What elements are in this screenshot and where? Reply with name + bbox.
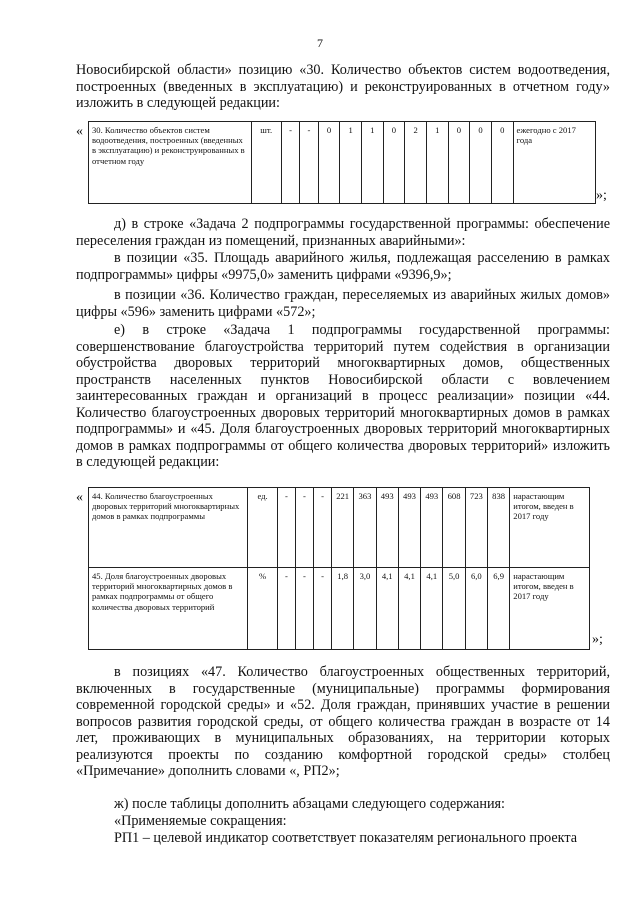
value-cell: 493 <box>376 488 398 568</box>
value-cell: 1 <box>361 122 383 204</box>
value-cell: 4,1 <box>398 568 420 650</box>
value-cell: 723 <box>465 488 487 568</box>
value-cell: 4,1 <box>376 568 398 650</box>
value-cell: 0 <box>491 122 513 204</box>
opening-quote-1: « <box>76 124 83 139</box>
note-cell: нарастающим итогом, введен в 2017 году <box>510 488 590 568</box>
value-cell: 1 <box>340 122 362 204</box>
indicator-name: 44. Количество благоустроенных дворовых территорий многоквартирных домов в рамках подпрограммы <box>89 488 248 568</box>
value-cell: - <box>281 122 299 204</box>
paragraph-e: е) в строке «Задача 1 подпрограммы государственной программы: совершенствование благоустройства территорий путем содействия в организации обустройства дворовых территорий многоквартирных домов, общественных пространств населенных пунктов Новосибирской области с вовлечением заинтересованных граждан и организаций в процесс реализации» позиции «44. Количество благоустроенных дворовых территорий многоквартирных домов в рамках подпрограммы» и «45. Доля благоустроенных дворовых территорий многоквартирных домов в рамках подпрограммы от общего количества дворовых территорий» изложить в следующей редакции: <box>76 322 610 470</box>
paragraph-intro: Новосибирской области» позицию «30. Количество объектов систем водоотведения, построенных (введенных в эксплуатацию) и реконструированных в отчетном году» изложить в следующей редакции: <box>76 62 610 111</box>
value-cell: - <box>313 488 331 568</box>
table-row <box>89 488 590 568</box>
value-cell: 493 <box>421 488 443 568</box>
paragraph-position-35: в позиции «35. Площадь аварийного жилья, подлежащая расселению в рамках подпрограммы» цифры «9975,0» заменить цифрами «9396,9»; <box>76 250 610 283</box>
value-cell: 493 <box>398 488 420 568</box>
indicator-table-44-45 <box>88 487 590 650</box>
value-cell: - <box>300 122 318 204</box>
value-cell: 4,1 <box>421 568 443 650</box>
value-cell: 0 <box>383 122 405 204</box>
closing-quote-2: »; <box>592 632 603 647</box>
value-cell: - <box>295 568 313 650</box>
paragraph-d: д) в строке «Задача 2 подпрограммы государственной программы: обеспечение переселения граждан из помещений, признанных аварийными»: <box>76 216 610 249</box>
value-cell: 3,0 <box>354 568 376 650</box>
paragraph-position-36: в позиции «36. Количество граждан, переселяемых из аварийных жилых домов» цифры «596» заменить цифрами «572»; <box>76 287 610 320</box>
value-cell: 5,0 <box>443 568 465 650</box>
value-cell: - <box>277 488 295 568</box>
value-cell: 363 <box>354 488 376 568</box>
paragraph-zh: ж) после таблицы дополнить абзацами следующего содержания: <box>114 796 506 812</box>
value-cell: 0 <box>318 122 340 204</box>
table-row <box>89 122 596 204</box>
value-cell: 6,0 <box>465 568 487 650</box>
note-cell: ежегодно с 2017 года <box>513 122 595 204</box>
unit-cell: % <box>248 568 278 650</box>
value-cell: - <box>313 568 331 650</box>
closing-quote-1: »; <box>596 188 607 203</box>
value-cell: 0 <box>470 122 492 204</box>
value-cell: 1,8 <box>332 568 354 650</box>
value-cell: 2 <box>405 122 427 204</box>
page-number: 7 <box>317 36 323 50</box>
table-row <box>89 568 590 650</box>
unit-cell: ед. <box>248 488 278 568</box>
paragraph-abbreviations: «Применяемые сокращения: <box>114 813 287 829</box>
unit-cell: шт. <box>251 122 281 204</box>
value-cell: 1 <box>426 122 448 204</box>
paragraph-positions-47-52: в позициях «47. Количество благоустроенных общественных территорий, включенных в государственные (муниципальные) программы формирования современной городской среды» и «52. Доля граждан, принявших участие в решении вопросов развития городской среды, от общего количества граждан в возрасте от 14 лет, проживающих в муниципальных образованиях, на территории которых реализуются проекты по созданию комфортной городской среды» столбец «Примечание» дополнить словами «, РП2»; <box>76 664 610 779</box>
note-cell: нарастающим итогом, введен в 2017 году <box>510 568 590 650</box>
value-cell: 608 <box>443 488 465 568</box>
value-cell: 6,9 <box>487 568 509 650</box>
opening-quote-2: « <box>76 490 83 505</box>
indicator-table-30 <box>88 121 596 204</box>
value-cell: - <box>277 568 295 650</box>
value-cell: 0 <box>448 122 470 204</box>
paragraph-rp1: РП1 – целевой индикатор соответствует показателям регионального проекта <box>114 830 578 846</box>
value-cell: - <box>295 488 313 568</box>
value-cell: 221 <box>332 488 354 568</box>
indicator-name: 45. Доля благоустроенных дворовых территорий многоквартирных домов в рамках подпрограммы от общего количества дворовых территорий <box>89 568 248 650</box>
indicator-name: 30. Количество объектов систем водоотведения, построенных (введенных в эксплуатацию) и реконструированных в отчетном году <box>89 122 252 204</box>
value-cell: 838 <box>487 488 509 568</box>
